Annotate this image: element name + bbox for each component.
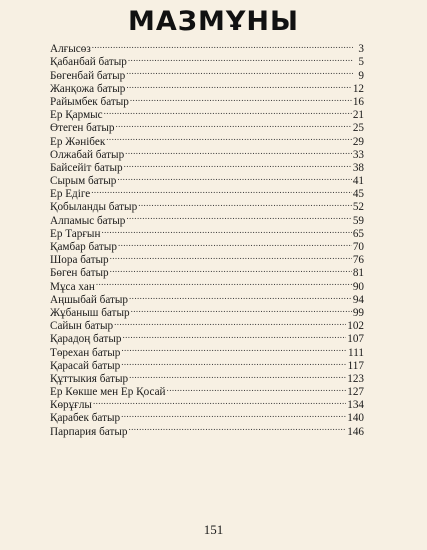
dot-leader (104, 105, 352, 118)
toc-entry-page: 25 (352, 122, 364, 135)
toc-entry (50, 52, 364, 69)
toc-entry-page: 52 (352, 201, 364, 214)
toc-entry-title: Парпария батыр (50, 425, 128, 438)
dot-leader (117, 171, 351, 184)
dot-leader (101, 224, 351, 237)
toc-entry-title: Қарабек батыр (50, 412, 121, 425)
toc-entry-title: Жанқожа батыр (50, 82, 126, 95)
toc-entry-page: 21 (352, 109, 364, 122)
toc-entry (50, 184, 364, 201)
toc-entry-page: 140 (347, 412, 364, 425)
dot-leader (110, 250, 352, 263)
toc-entry-page: 127 (347, 386, 364, 399)
toc-entry-title: Алпамыс батыр (50, 214, 126, 227)
toc-entry-title: Қарадоң батыр (50, 333, 122, 346)
toc-entry-page: 38 (352, 161, 364, 174)
toc-entry-page: 59 (352, 214, 364, 227)
toc-entry-title: Бөген батыр (50, 267, 109, 280)
toc-entry-title: Ер Көкше мен Ер Қосай (50, 386, 166, 399)
toc-entry-page: 33 (352, 148, 364, 161)
toc-entry-title: Райымбек батыр (50, 95, 129, 108)
toc-entry-page: 81 (352, 267, 364, 280)
dot-leader (125, 145, 352, 158)
dot-leader (129, 290, 352, 303)
toc-entry-title: Қобыланды батыр (50, 201, 138, 214)
dot-leader (92, 39, 353, 52)
dot-leader (118, 237, 352, 250)
toc-entry-page: 107 (347, 333, 364, 346)
toc-entry (50, 395, 364, 412)
toc-entry-title: Шора батыр (50, 254, 109, 267)
toc-entry-title: Қабанбай батыр (50, 56, 127, 69)
dot-leader (128, 421, 346, 434)
toc-entry-title: Сайын батыр (50, 320, 114, 333)
dot-leader (124, 158, 352, 171)
toc-entry-page: 9 (358, 69, 364, 82)
toc-entry-page: 45 (352, 188, 364, 201)
toc-entry-page: 3 (358, 43, 364, 56)
toc-entry-page: 123 (347, 372, 364, 385)
toc-entry-title: Көрұғлы (50, 399, 92, 412)
toc-entry-page: 16 (352, 95, 364, 108)
dot-leader (110, 263, 352, 276)
toc-entry-title: Жұбаныш батыр (50, 306, 130, 319)
toc-entry-title: Өтеген батыр (50, 122, 115, 135)
toc-entry-title: Байсейіт батыр (50, 161, 123, 174)
toc-entry-page: 29 (352, 135, 364, 148)
toc-entry-title: Ер Жәнібек (50, 135, 106, 148)
dot-leader (130, 92, 352, 105)
dot-leader (114, 316, 346, 329)
toc-entry-title: Құттыкия батыр (50, 372, 129, 385)
dot-leader (122, 329, 346, 342)
toc-entry-title: Мұса хан (50, 280, 95, 293)
dot-leader (116, 118, 352, 131)
dot-leader (167, 382, 347, 395)
page-number: 151 (203, 522, 224, 537)
toc-entry (50, 408, 364, 425)
page-title: МАЗМҰНЫ (128, 6, 299, 37)
toc-entry-page: 90 (352, 280, 364, 293)
toc-entry-page: 99 (352, 306, 364, 319)
toc-entry-page: 5 (358, 56, 364, 69)
dot-leader (106, 131, 352, 144)
toc-entry-title: Қарасай батыр (50, 359, 121, 372)
toc-entry-title: Төрехан батыр (50, 346, 121, 359)
dot-leader (121, 342, 347, 355)
toc-entry-page: 65 (352, 227, 364, 240)
toc-entry-page: 111 (348, 346, 364, 359)
toc-entry-title: Қамбар батыр (50, 241, 117, 253)
dot-leader (126, 79, 352, 92)
dot-leader (93, 395, 346, 408)
toc-entry-title: Ер Тарғын (50, 227, 101, 240)
toc-entry-page: 76 (352, 254, 364, 267)
toc-entry-page: 102 (347, 320, 364, 333)
dot-leader (128, 52, 353, 65)
toc-entry-title: Ер Едіге (50, 188, 91, 201)
dot-leader (91, 184, 352, 197)
toc-entry-page: 12 (352, 82, 364, 95)
dot-leader (138, 197, 352, 210)
dot-leader (126, 210, 351, 223)
dot-leader (129, 369, 346, 382)
dot-leader (131, 303, 352, 316)
table-of-contents (50, 39, 364, 438)
toc-entry (50, 197, 364, 214)
toc-entry-title: Бөгенбай батыр (50, 69, 126, 82)
toc-entry-title: Олжабай батыр (50, 148, 125, 161)
toc-entry-page: 94 (352, 293, 364, 306)
toc-entry-page: 117 (347, 359, 364, 372)
toc-entry-title: Ер Қармыс (50, 109, 103, 122)
toc-entry-title: Аңшыбай батыр (50, 293, 129, 306)
toc-entry-title: Алғысөз (50, 43, 91, 56)
toc-entry (50, 39, 364, 56)
toc-entry-page: 70 (352, 241, 364, 253)
dot-leader (96, 276, 352, 289)
dot-leader (121, 356, 346, 369)
toc-entry (50, 290, 364, 306)
toc-entry-page: 41 (352, 175, 364, 188)
toc-entry-title: Сырым батыр (50, 175, 117, 188)
toc-entry (50, 276, 364, 293)
dot-leader (121, 408, 346, 421)
toc-entry-page: 146 (347, 425, 364, 438)
dot-leader (126, 65, 353, 78)
toc-entry-page: 134 (347, 399, 364, 412)
